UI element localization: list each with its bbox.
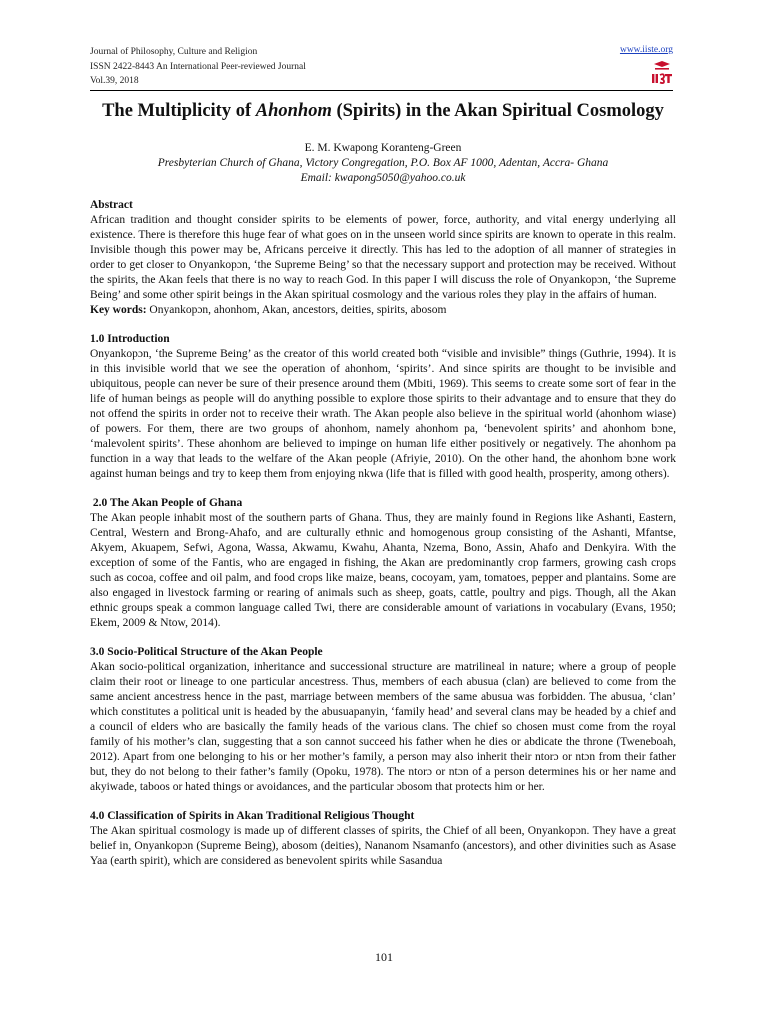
journal-header-right — [620, 45, 673, 55]
abstract-heading: Abstract — [90, 199, 133, 211]
section-text: The Akan people inhabit most of the southern parts of Ghana. Thus, they are mainly found in Regions like Ashanti, Eastern, Central, Western and Brong-Ahafo, and are culturally ethnic and homogenous group consisting of the Ashanti, Mfantse, Akyem, Akuapem, Sefwi, Agona, Wassa, Akwamu, Kwahu, Ahanta, Nzema, Bono, Assin, Ahafo and Denkyira. With the exception of some of the Fantis, who are engaged in fishing, the Akan are predominantly crop farmers, growing cash crops such as cocoa, coffee and oil palm, and food crops like maize, beans, cocoyam, yam, tomatoes, pepper and plantains. Some are also engaged in livestock farming or rearing of animals such as sheep, goats, cattle, poultry and pigs. Though, all the Akan ethnic groups speak a common language called Twi, there are considerable amount of variations in vocabulary (Evans, 1950; Ekem, 2009 & Ntow, 2014). — [90, 512, 676, 629]
section-text: Akan socio-political organization, inheritance and successional structure are matrilineal in nature; where a group of people claim their root or lineage to one particular ancestress. Thus, members of each abusua (clan) are believed to come from the same ancient ancestress hence in the past, marriage between members of the same abusua was forbidden. The abusua, ‘clan’ which constitutes a political unit is headed by the abusuapanyin, ‘family head’ and several clans may be headed by a chief and a council of elders who are basically the family heads of the various clans. The chief so chosen must come from the royal family of his mother’s clan, suggesting that a son cannot succeed his father when he dies or abdicate the throne (Tweneboah, 2012). Apart from one belonging to his or her mother’s family, a person may also inherit their ntorɔ or ntɔn from their father but, they do not belong to their father’s family (Opoku, 1978). The ntorɔ or ntɔn of a person determines his or her name and akyiwade, taboos or hated things or avoidances, and the particular ɔbosom that protects him or her. — [90, 661, 676, 793]
abstract-text: African tradition and thought consider spirits to be elements of power, force, authority, and vital energy underlying all existence. There is therefore this huge fear of what goes on in the unseen world since spirits are known to operate in this realm. Invisible though this power may be, Africans perceive it directly. This has led to the adoption of all manner of strategies in order to get closer to Onyankopɔn, ‘the Supreme Being’ so that the necessary support and protection may be received. Without the spirits, the Akan feels that there is no way to reach God. In this paper I will discuss the role of Onyankopɔn, ‘the Supreme Being’ and some other spirit beings in the Akan spiritual cosmology and the various roles they play in the affairs of human. — [90, 214, 676, 301]
section-heading: 2.0 The Akan People of Ghana — [90, 497, 243, 509]
author-affiliation: Presbyterian Church of Ghana, Victory Congregation, P.O. Box AF 1000, Adentan, Accra- Ghana — [157, 157, 609, 169]
keywords — [90, 303, 676, 318]
journal-volume: Vol.39, 2018 — [90, 76, 139, 86]
author-name: E. M. Kwapong Koranteng-Green — [304, 142, 462, 154]
title-italic-term: Ahonhom — [255, 101, 332, 121]
header-divider — [90, 90, 673, 91]
journal-header — [90, 45, 306, 89]
title-part-2: (Spirits) in the Akan Spiritual Cosmology — [331, 101, 664, 121]
keywords-list: Onyankopɔn, ahonhom, Akan, ancestors, deities, spirits, abosom — [146, 304, 447, 316]
title-part-1: The Multiplicity of — [102, 101, 256, 121]
section-heading: 4.0 Classification of Spirits in Akan Traditional Religious Thought — [90, 810, 415, 822]
section-heading: 1.0 Introduction — [90, 333, 170, 345]
journal-issn: ISSN 2422-8443 An International Peer-reviewed Journal — [90, 61, 306, 72]
section-heading: 3.0 Socio-Political Structure of the Akan People — [90, 646, 323, 658]
article-title — [90, 100, 676, 123]
article-body — [90, 100, 676, 869]
iiste-logo-icon — [651, 60, 673, 84]
author-email: Email: kwapong5050@yahoo.co.uk — [300, 172, 466, 184]
keywords-label: Key words: — [90, 304, 147, 316]
section-text: Onyankopɔn, ‘the Supreme Being’ as the creator of this world created both “visible and invisible” things (Guthrie, 1994). It is in this invisible world that we see the operation of ahonhom, ‘spirits’. And since spirits are thought to be invisible and ubiquitous, people can never be sure of their presence around them (Mbiti, 1969). This seems to create some sort of fear in the life of human beings as people will do anything possible to explore those spirits to their advantage and to ensure that they do not offend the spirits in order not to receive their wrath. The Akan people also believe in the spiritual world (ahonhom wiase) of powers. For them, there are two groups of ahonhom, namely ahonhom pa, ‘benevolent spirits’ and ahonhom bɔne, ‘malevolent spirits’. These ahonhom are believed to impinge on human life either positively or negatively. The ahonhom pa function in a way that leads to the welfare of the Akan people (Afriyie, 2010). On the other hand, the ahonhom bɔne work against human beings and try to keep them from enjoying nkwa (life that is filled with good health, prosperity, among others). — [90, 348, 676, 480]
journal-url-link[interactable]: www.iiste.org — [619, 45, 673, 55]
section-text: The Akan spiritual cosmology is made up of different classes of spirits, the Chief of all been, Onyankopɔn. They have a great belief in, Onyankopɔn (Supreme Being), abosom (deities), Nananom Nsamanfo (ancestors), and other divinities such as Asase Yaa (earth spirit), which are considered as benevolent spirits while Sasandua — [90, 825, 676, 867]
journal-name: Journal of Philosophy, Culture and Religion — [90, 47, 258, 57]
page-number: 101 — [375, 950, 393, 964]
